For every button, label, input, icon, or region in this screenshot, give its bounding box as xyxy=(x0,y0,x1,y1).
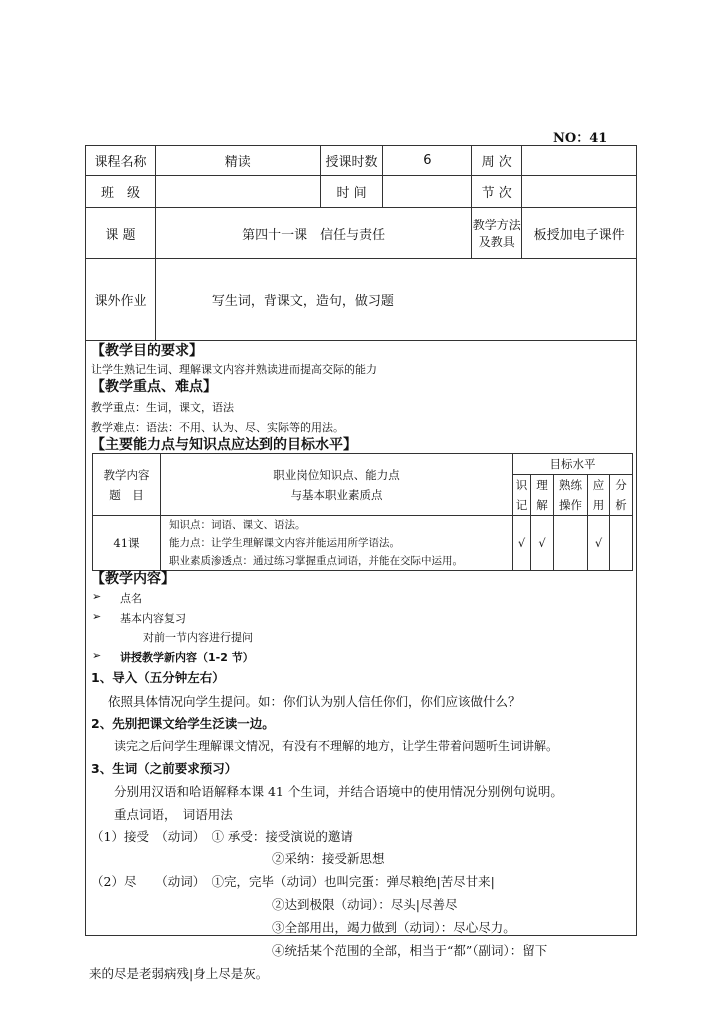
knowledge-point: 知识点：词语、课文、语法。 xyxy=(169,519,306,531)
hours-value: 6 xyxy=(383,146,472,176)
level-operate: 熟练操作 xyxy=(554,475,588,516)
goal-heading: 【教学目的要求】 xyxy=(91,343,203,359)
bullet-icon: ➢ xyxy=(92,590,102,603)
word-2-sense-3: ③全部用出，竭力做到（动词）：尽心尽力。 xyxy=(272,920,516,935)
word-2: （2）尽 （动词） ①完，完毕（动词）也叫完蛋：弹尽粮绝|苦尽甘来| xyxy=(91,874,495,889)
knowledge-header-line1: 职业岗位知识点、能力点 xyxy=(273,467,400,482)
check-apply: √ xyxy=(588,516,610,571)
word-1-sense-2: ②采纳：接受新思想 xyxy=(272,851,385,866)
ability-point: 能力点：让学生理解课文内容并能运用所学语法。 xyxy=(169,537,400,549)
bullet-icon: ➢ xyxy=(92,649,102,662)
ability-heading: 【主要能力点与知识点应达到的目标水平】 xyxy=(91,437,357,453)
class-value xyxy=(155,176,320,208)
knowledge-header-line2: 与基本职业素质点 xyxy=(290,487,383,502)
level-analyze: 分析 xyxy=(610,475,633,516)
bullet-icon: ➢ xyxy=(92,610,102,623)
bullet-review: 基本内容复习 xyxy=(120,612,186,625)
class-label: 班 级 xyxy=(86,176,156,208)
time-value xyxy=(383,176,472,208)
row-points xyxy=(161,516,513,571)
lesson-body xyxy=(85,340,637,981)
topic-value: 第四十一课 信任与责任 xyxy=(155,208,471,259)
goal-text: 让学生熟记生词、理解课文内容并熟读进而提高交际的能力 xyxy=(91,363,377,376)
method-label: 教学方法及教具 xyxy=(472,208,522,259)
week-label: 周 次 xyxy=(472,146,522,176)
week-value xyxy=(522,146,637,176)
row-title: 41课 xyxy=(93,516,161,571)
review-text: 对前一节内容进行提问 xyxy=(143,631,253,644)
level-apply: 应用 xyxy=(588,475,610,516)
target-level-header: 目标水平 xyxy=(513,454,633,475)
bullet-rollcall: 点名 xyxy=(120,592,142,605)
knowledge-header xyxy=(161,454,513,516)
step1-text: 依照具体情况向学生提问。如：你们认为别人信任你们，你们应该做什么？ xyxy=(108,694,521,709)
step3-text: 分别用汉语和哈语解释本课 41 个生词，并结合语境中的使用情况分别例句说明。 xyxy=(114,784,563,799)
word-2-sense-4-cont: 来的尽是老弱病残|身上尽是灰。 xyxy=(89,966,269,981)
content-title-header: 教学内容 题 目 xyxy=(93,454,161,516)
document-number: NO：41 xyxy=(553,131,608,146)
difficult-text: 教学难点：语法：不用、认为、尽、实际等的用法。 xyxy=(91,421,344,434)
step1-heading: 1、导入（五分钟左右） xyxy=(91,670,225,685)
level-memorize: 识记 xyxy=(513,475,531,516)
check-memorize: √ xyxy=(513,516,531,571)
vocab-heading: 重点词语， 词语用法 xyxy=(114,807,233,822)
step2-text: 读完之后问学生理解课文情况，有没有不理解的地方，让学生带着问题听生词讲解。 xyxy=(114,739,559,753)
homework-label: 课外作业 xyxy=(86,259,156,341)
time-label: 时 间 xyxy=(320,176,383,208)
section-value xyxy=(522,176,637,208)
check-understand: √ xyxy=(531,516,554,571)
ability-table xyxy=(92,453,633,571)
hours-label: 授课时数 xyxy=(320,146,383,176)
word-2-sense-2: ②达到极限（动词）：尽头|尽善尽 xyxy=(272,897,458,912)
key-text: 教学重点：生词，课文，语法 xyxy=(91,401,234,414)
key-heading: 【教学重点、难点】 xyxy=(91,379,217,395)
lesson-info-table xyxy=(85,145,637,341)
homework-value: 写生词，背课文，造句，做习题 xyxy=(155,259,636,341)
course-value: 精读 xyxy=(155,146,320,176)
topic-label: 课 题 xyxy=(86,208,156,259)
word-1: （1）接受 （动词） ① 承受：接受演说的邀请 xyxy=(91,829,353,844)
method-value: 板授加电子课件 xyxy=(522,208,637,259)
section-label: 节 次 xyxy=(472,176,522,208)
course-label: 课程名称 xyxy=(86,146,156,176)
level-understand: 理解 xyxy=(531,475,554,516)
word-2-sense-4: ④统括某个范围的全部，相当于“都”（副词）：留下 xyxy=(272,943,548,958)
bullet-new-content: 讲授教学新内容（1-2 节） xyxy=(120,651,254,664)
check-analyze xyxy=(610,516,633,571)
check-operate xyxy=(554,516,588,571)
step2-heading: 2、先别把课文给学生泛读一边。 xyxy=(91,716,275,731)
step3-heading: 3、生词（之前要求预习） xyxy=(91,761,238,776)
content-heading: 【教学内容】 xyxy=(91,571,175,587)
quality-point: 职业素质渗透点：通过练习掌握重点词语，并能在交际中运用。 xyxy=(169,555,463,567)
